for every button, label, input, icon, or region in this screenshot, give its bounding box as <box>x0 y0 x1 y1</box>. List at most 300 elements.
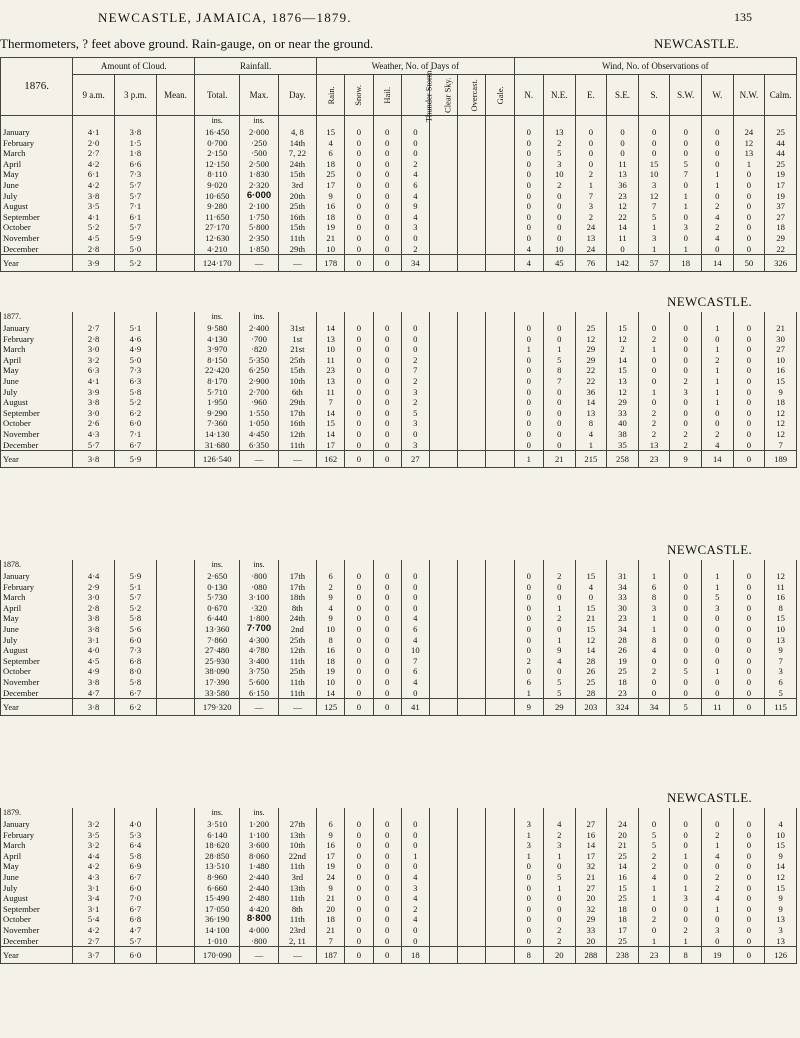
table-cell: 7·1 <box>115 201 157 212</box>
table-cell: 33·580 <box>195 688 240 699</box>
table-cell <box>156 592 194 603</box>
table-cell <box>486 635 514 646</box>
month-label: December <box>1 688 73 699</box>
blank-cell <box>765 312 797 323</box>
table-cell: 4 <box>401 872 429 883</box>
table-cell: 24 <box>317 872 345 883</box>
table-cell: 18·620 <box>195 840 240 851</box>
table-cell: 2 <box>543 180 575 191</box>
table-cell: 3·8 <box>73 624 115 635</box>
table-cell: 6th <box>278 387 316 398</box>
table-cell: 4 <box>317 138 345 149</box>
table-cell <box>486 914 514 925</box>
table-cell: 7·1 <box>115 429 157 440</box>
table-cell: 12·630 <box>195 233 240 244</box>
table-cell: 4, 8 <box>278 127 316 138</box>
table-row <box>1 925 797 936</box>
table-cell: 1 <box>701 904 733 915</box>
table-cell <box>486 397 514 408</box>
table-cell: 3 <box>638 603 670 614</box>
table-row <box>1 334 797 345</box>
table-cell: 5·8 <box>115 613 157 624</box>
table-cell <box>458 645 486 656</box>
table-cell: 0 <box>514 603 543 614</box>
table-cell <box>486 138 514 149</box>
total-cell <box>429 451 457 468</box>
table-row <box>1 127 797 138</box>
table-cell: 15 <box>317 418 345 429</box>
year-total-label: Year <box>1 255 73 272</box>
total-cell: 23 <box>638 451 670 468</box>
table-cell <box>156 244 194 255</box>
blank-cell <box>156 312 194 323</box>
table-cell <box>156 334 194 345</box>
table-cell: 9 <box>543 645 575 656</box>
table-cell: 0 <box>514 387 543 398</box>
table-cell: 2 <box>701 429 733 440</box>
table-row <box>1 645 797 656</box>
total-cell: — <box>278 255 316 272</box>
table-cell: 3 <box>514 819 543 830</box>
month-label: October <box>1 666 73 677</box>
table-cell: 15 <box>575 603 607 614</box>
table-cell <box>458 408 486 419</box>
column-header-text: Snow. <box>353 84 364 106</box>
table-cell: 10 <box>765 624 797 635</box>
table-cell: 0 <box>701 408 733 419</box>
total-cell <box>458 699 486 716</box>
table-cell: 0 <box>514 365 543 376</box>
table-cell: 7 <box>317 936 345 947</box>
month-label: June <box>1 624 73 635</box>
table-cell: 2 <box>638 851 670 862</box>
table-cell <box>156 191 194 202</box>
total-cell: 324 <box>607 699 639 716</box>
table-cell: 13 <box>765 936 797 947</box>
table-cell: 8 <box>575 418 607 429</box>
table-cell: 13 <box>733 148 765 159</box>
table-cell: 21 <box>575 872 607 883</box>
table-cell: 0 <box>373 355 401 366</box>
table-cell: 4·3 <box>73 429 115 440</box>
table-cell: 4 <box>575 429 607 440</box>
blank-cell <box>670 116 702 128</box>
table-cell: 1 <box>670 244 702 255</box>
table-cell: 0 <box>373 872 401 883</box>
table-cell: 3·9 <box>73 387 115 398</box>
table-cell: 13·510 <box>195 861 240 872</box>
table-cell: 0 <box>514 138 543 149</box>
table-cell: 23rd <box>278 925 316 936</box>
table-cell <box>156 387 194 398</box>
table-cell <box>486 883 514 894</box>
table-row <box>1 914 797 925</box>
table-cell: 14 <box>317 323 345 334</box>
blank-cell <box>115 560 157 571</box>
table-cell <box>156 872 194 883</box>
table-cell: 3 <box>701 925 733 936</box>
table-cell: 0 <box>733 635 765 646</box>
month-label: July <box>1 883 73 894</box>
table-cell <box>458 624 486 635</box>
table-cell: 0 <box>733 688 765 699</box>
table-cell <box>458 819 486 830</box>
table-cell <box>429 819 457 830</box>
column-header: Day. <box>278 75 316 116</box>
table-cell: 13 <box>317 376 345 387</box>
month-label: January <box>1 127 73 138</box>
table-cell: 25 <box>607 893 639 904</box>
table-cell: 1 <box>701 397 733 408</box>
table-cell <box>156 233 194 244</box>
table-cell: 0 <box>514 624 543 635</box>
blank-cell <box>458 808 486 819</box>
table-cell: 25th <box>278 666 316 677</box>
table-cell: 14th <box>278 138 316 149</box>
table-cell: 0 <box>733 840 765 851</box>
table-cell: 9 <box>317 613 345 624</box>
table-cell: 23 <box>317 365 345 376</box>
table-cell: 0 <box>733 592 765 603</box>
column-header-text: Clear Sky. <box>442 77 453 113</box>
table-cell: 15 <box>607 323 639 334</box>
table-cell: 24th <box>278 613 316 624</box>
table-cell: 25 <box>575 677 607 688</box>
column-header: Mean. <box>156 75 194 116</box>
blank-cell <box>543 116 575 128</box>
table-cell: 1·800 <box>240 613 278 624</box>
table-cell: 0 <box>543 222 575 233</box>
blank-cell <box>373 808 401 819</box>
total-cell: — <box>278 699 316 716</box>
table-cell: 2 <box>543 571 575 582</box>
table-cell: 0 <box>543 582 575 593</box>
table-cell <box>429 212 457 223</box>
table-cell: 11 <box>317 355 345 366</box>
table-cell: 9·290 <box>195 408 240 419</box>
table-cell: 29 <box>575 355 607 366</box>
table-cell: ·250 <box>240 138 278 149</box>
total-cell: 0 <box>733 699 765 716</box>
month-label: October <box>1 418 73 429</box>
table-cell: 23 <box>607 191 639 202</box>
table-cell: 4·2 <box>73 861 115 872</box>
blank-cell <box>765 560 797 571</box>
table-cell: 3 <box>514 840 543 851</box>
table-cell: 0 <box>514 169 543 180</box>
total-cell: — <box>240 699 278 716</box>
total-cell: 18 <box>670 255 702 272</box>
table-cell: 16th <box>278 418 316 429</box>
month-label: November <box>1 677 73 688</box>
unit-label: ins. <box>195 116 240 128</box>
total-cell: 187 <box>317 947 345 964</box>
table-cell: 0 <box>543 914 575 925</box>
table-cell: 25 <box>765 159 797 170</box>
unit-label: ins. <box>240 560 278 571</box>
unit-label: ins. <box>240 808 278 819</box>
month-label: May <box>1 169 73 180</box>
table-cell: 16·450 <box>195 127 240 138</box>
table-cell: 0 <box>514 180 543 191</box>
table-cell: 0 <box>543 323 575 334</box>
table-cell: 6·8 <box>115 914 157 925</box>
blank-cell <box>607 116 639 128</box>
blank-cell <box>278 312 316 323</box>
table-cell: 15 <box>575 571 607 582</box>
table-cell: 6·0 <box>115 883 157 894</box>
blank-cell <box>317 312 345 323</box>
table-cell: 2 <box>401 355 429 366</box>
table-cell <box>429 656 457 667</box>
table-cell: 0 <box>345 244 373 255</box>
table-cell: 3·8 <box>115 127 157 138</box>
blank-cell <box>373 312 401 323</box>
table-cell: 0 <box>733 429 765 440</box>
table-cell: 3·5 <box>73 830 115 841</box>
table-cell: 0 <box>345 819 373 830</box>
total-cell: 0 <box>373 947 401 964</box>
table-cell: 1 <box>638 936 670 947</box>
table-cell: 0 <box>702 191 734 202</box>
month-label: September <box>1 212 73 223</box>
table-cell: 8 <box>765 603 797 614</box>
table-cell: 7 <box>401 365 429 376</box>
table-cell: 15 <box>317 127 345 138</box>
table-cell: 25 <box>765 127 797 138</box>
table-row <box>1 387 797 398</box>
table-cell: 0 <box>514 872 543 883</box>
table-cell: 34 <box>607 624 639 635</box>
table-cell: 0 <box>401 429 429 440</box>
table-row <box>1 582 797 593</box>
table-cell: 19 <box>765 169 797 180</box>
table-cell <box>486 688 514 699</box>
table-cell: 0 <box>345 582 373 593</box>
table-cell: 0 <box>514 904 543 915</box>
table-cell: 11th <box>278 688 316 699</box>
total-cell: — <box>278 947 316 964</box>
table-cell: 30 <box>765 334 797 345</box>
table-cell: 2 <box>638 666 670 677</box>
table-cell: 0 <box>373 904 401 915</box>
table-cell: 2 <box>401 904 429 915</box>
table-cell: 16 <box>575 830 607 841</box>
section-title: NEWCASTLE. <box>667 294 752 309</box>
table-cell: 6·8 <box>115 656 157 667</box>
total-cell: 8 <box>670 947 702 964</box>
table-cell <box>486 571 514 582</box>
table-cell: 6·9 <box>115 861 157 872</box>
table-cell: 0 <box>345 387 373 398</box>
table-cell <box>156 624 194 635</box>
table-cell: 2 <box>543 613 575 624</box>
table-cell: 2 <box>543 830 575 841</box>
table-cell: 23 <box>607 613 639 624</box>
total-cell <box>156 699 194 716</box>
table-cell: 0 <box>345 323 373 334</box>
table-cell: 0 <box>733 893 765 904</box>
month-label: February <box>1 830 73 841</box>
table-cell <box>429 180 457 191</box>
table-cell: 0 <box>607 127 639 138</box>
total-cell <box>429 699 457 716</box>
unit-label: ins. <box>195 808 240 819</box>
table-cell: 4 <box>514 244 543 255</box>
table-cell: 0 <box>373 861 401 872</box>
table-cell: 6 <box>401 666 429 677</box>
table-cell: 4 <box>401 893 429 904</box>
table-cell: 27 <box>575 883 607 894</box>
column-header <box>401 68 434 122</box>
table-cell: 29 <box>575 914 607 925</box>
month-label: June <box>1 180 73 191</box>
table-cell <box>429 418 457 429</box>
table-cell: 5·2 <box>73 222 115 233</box>
total-cell: 34 <box>638 699 670 716</box>
table-cell <box>486 376 514 387</box>
table-cell <box>156 355 194 366</box>
table-cell: 10 <box>543 169 575 180</box>
table-cell: 25 <box>607 851 639 862</box>
table-cell: 2·9 <box>73 582 115 593</box>
table-cell: 5·350 <box>240 355 278 366</box>
table-cell: 20 <box>607 830 639 841</box>
table-cell <box>458 127 486 138</box>
table-cell <box>429 893 457 904</box>
table-cell: 15 <box>607 883 639 894</box>
table-row <box>1 893 797 904</box>
table-cell: 0 <box>670 127 702 138</box>
blank-cell <box>543 808 575 819</box>
table-cell: 17 <box>317 180 345 191</box>
blank-cell <box>345 116 373 128</box>
table-cell: 1 <box>514 688 543 699</box>
table-cell: 3 <box>765 925 797 936</box>
table-cell: 1 <box>543 851 575 862</box>
table-cell: 0 <box>514 222 543 233</box>
table-cell <box>486 408 514 419</box>
total-cell: 6·0 <box>115 947 157 964</box>
table-cell: 2 <box>401 159 429 170</box>
table-cell: 17 <box>607 925 639 936</box>
table-cell: 0 <box>401 138 429 149</box>
table-cell: 0 <box>543 624 575 635</box>
year-total-row <box>1 699 797 716</box>
table-cell <box>458 418 486 429</box>
table-cell: 0 <box>702 244 734 255</box>
table-cell: 13 <box>607 376 639 387</box>
total-cell: 3·8 <box>73 699 115 716</box>
column-header: S. <box>638 75 670 116</box>
table-cell: 7·700 <box>240 624 278 635</box>
total-cell: — <box>240 947 278 964</box>
table-cell <box>429 861 457 872</box>
table-cell <box>156 344 194 355</box>
table-cell: 14 <box>317 429 345 440</box>
total-cell: 9 <box>514 699 543 716</box>
table-cell: 3·2 <box>73 819 115 830</box>
table-cell: 1 <box>638 624 670 635</box>
table-cell: 21 <box>317 925 345 936</box>
table-cell: 0 <box>701 936 733 947</box>
table-cell: 28 <box>607 635 639 646</box>
table-cell <box>458 571 486 582</box>
table-cell: 0 <box>345 180 373 191</box>
table-cell: 5·6 <box>115 624 157 635</box>
table-cell: 0 <box>670 344 702 355</box>
table-cell <box>486 244 514 255</box>
table-cell: 0 <box>733 624 765 635</box>
table-row <box>1 592 797 603</box>
table-cell: 19 <box>607 656 639 667</box>
table-cell: 9 <box>765 387 797 398</box>
table-cell <box>429 592 457 603</box>
table-cell: 2 <box>401 397 429 408</box>
table-cell: 3 <box>401 883 429 894</box>
blank-cell <box>429 312 457 323</box>
table-cell: 0 <box>543 334 575 345</box>
table-cell: 6 <box>317 148 345 159</box>
table-cell: 3·8 <box>73 677 115 688</box>
table-cell: 4·2 <box>73 925 115 936</box>
table-cell: 0 <box>543 893 575 904</box>
table-cell <box>458 830 486 841</box>
table-cell: 5 <box>765 688 797 699</box>
unit-label: ins. <box>240 116 278 128</box>
table-cell: 1 <box>701 840 733 851</box>
table-cell: 0 <box>733 376 765 387</box>
table-cell: 1 <box>638 613 670 624</box>
table-cell <box>458 677 486 688</box>
table-cell: 1·100 <box>240 830 278 841</box>
total-cell: 14 <box>702 255 734 272</box>
table-cell: 0 <box>670 408 702 419</box>
table-cell: 0 <box>733 883 765 894</box>
total-cell <box>156 451 194 468</box>
table-row <box>1 365 797 376</box>
table-cell: 0 <box>345 677 373 688</box>
table-cell: 0 <box>702 138 734 149</box>
table-cell: 0 <box>607 244 639 255</box>
table-cell: 6·150 <box>240 688 278 699</box>
table-cell: 15·490 <box>195 893 240 904</box>
table-cell: 2 <box>701 355 733 366</box>
table-cell: 1 <box>702 180 734 191</box>
table-cell: 0 <box>373 365 401 376</box>
table-cell: 7·0 <box>115 893 157 904</box>
blank-cell <box>543 560 575 571</box>
table-cell: 1 <box>638 222 670 233</box>
table-cell <box>486 893 514 904</box>
table-cell: 5 <box>638 840 670 851</box>
table-cell: 2 <box>670 925 702 936</box>
table-cell: 11th <box>278 914 316 925</box>
table-cell: 4·450 <box>240 429 278 440</box>
table-cell: 12 <box>607 387 639 398</box>
table-cell <box>429 222 457 233</box>
table-cell: 0 <box>670 365 702 376</box>
table-cell: 8·060 <box>240 851 278 862</box>
table-cell: 6·3 <box>115 376 157 387</box>
table-cell <box>429 830 457 841</box>
table-cell <box>156 148 194 159</box>
table-cell: ·800 <box>240 936 278 947</box>
table-cell: 5·7 <box>73 440 115 451</box>
table-cell: 4·300 <box>240 635 278 646</box>
table-cell: 4·7 <box>115 925 157 936</box>
table-row <box>1 201 797 212</box>
